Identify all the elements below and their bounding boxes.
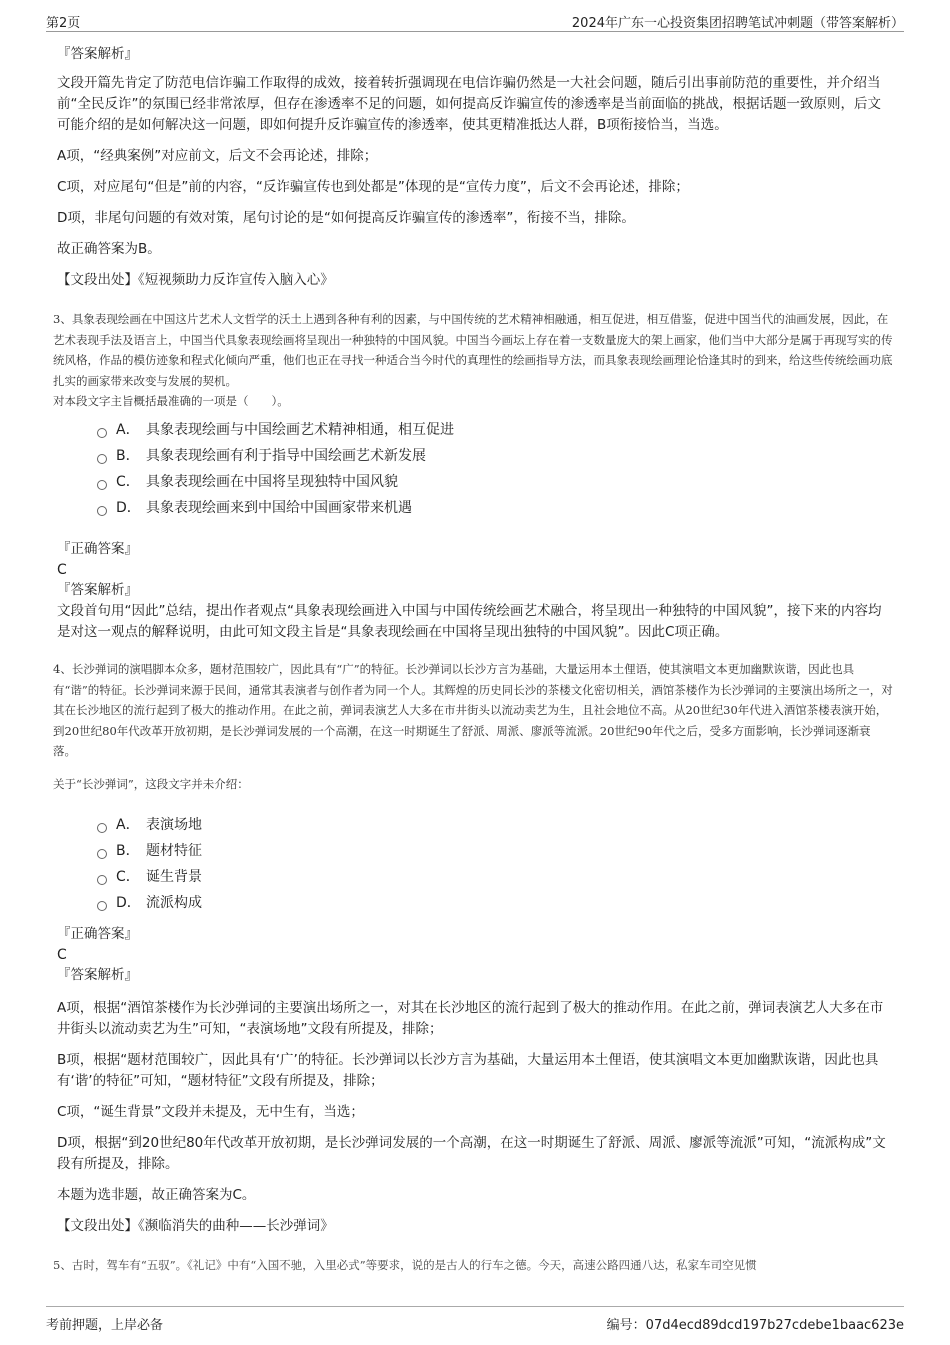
option-text: 具象表现绘画与中国绘画艺术精神相通，相互促进	[146, 422, 454, 438]
q4-option-d[interactable]	[97, 890, 893, 916]
q4-option-d-analysis: D项，根据“到20世纪80年代改革开放初期，是长沙弹词发展的一个高潮，在这一时期诞生了舒派、周派、廖派等流派”可知，“流派构成”文段有所提及，排除。	[57, 1134, 886, 1172]
q2-option-c-analysis: C项，对应尾句“但是”前的内容，“反诈骗宣传也到处都是”体现的是“宣传力度”，后文不会再论述，排除；	[57, 179, 689, 195]
option-text: 具象表现绘画在中国将呈现独特中国风貌	[146, 474, 398, 490]
q3-option-d[interactable]	[97, 495, 893, 521]
option-text: 流派构成	[146, 894, 202, 911]
q4-source: 【文段出处】《濒临消失的曲种——长沙弹词》	[57, 1217, 334, 1234]
option-letter: A．	[116, 422, 140, 438]
q3-passage: 3、具象表现绘画在中国这片艺术人文哲学的沃土上遇到各种有利的因素，与中国传统的艺术精神相融通，相互促进，相互借鉴，促进中国当代的油画发展，因此，在艺术表现手法及语言上，中国当代具象表现绘画将呈现出一种独特的中国风貌。中国当今画坛上存在着一支数量庞大的架上画家，他们当中大部分是属于再现写实的传统风格，作品的模仿迹象和程式化倾向严重，他们也正在寻找一种适合当今时代的真理性的绘画指导方法，而具象表现绘画理论恰逢其时的到来，给这些传统绘画功底扎实的画家带来改变与发展的契机。	[53, 312, 893, 388]
option-letter: D．	[116, 894, 141, 911]
q2-source: 【文段出处】《短视频助力反诈宣传入脑入心》	[57, 272, 334, 288]
q4-option-a-analysis: A项，根据“酒馆茶楼作为长沙弹词的主要演出场所之一，对其在长沙地区的流行起到了极大的推动作用。在此之前，弹词表演艺人大多在市井街头以流动卖艺为生”可知，“表演场地”文段有所提及，排除；	[57, 999, 884, 1037]
q2-option-d-analysis: D项，非尾句问题的有效对策，尾句讨论的是“如何提高反诈骗宣传的渗透率”，衔接不当，排除。	[57, 210, 635, 226]
option-text: 具象表现绘画来到中国给中国画家带来机遇	[146, 500, 412, 516]
q4-option-c[interactable]	[97, 864, 893, 890]
radio-icon[interactable]	[97, 901, 107, 911]
radio-icon[interactable]	[97, 823, 107, 833]
q4-options	[97, 812, 893, 916]
q4-option-b[interactable]	[97, 838, 893, 864]
q4-answer: C	[57, 946, 67, 963]
q3-answer: C	[57, 562, 67, 578]
option-letter: B．	[116, 842, 140, 859]
q3-option-c[interactable]	[97, 469, 893, 495]
radio-icon[interactable]	[97, 506, 107, 516]
radio-icon[interactable]	[97, 428, 107, 438]
option-letter: C．	[116, 868, 140, 885]
q2-option-a-analysis: A项，“经典案例”对应前文，后文不会再论述，排除；	[57, 148, 378, 164]
document-id: 编号：07d4ecd89dcd197b27cdebe1baac623e	[606, 1318, 904, 1333]
q4-answer-label: 『正确答案』	[57, 925, 138, 942]
footer-divider	[46, 1306, 904, 1307]
q3-analysis: 文段首句用“因此”总结，提出作者观点“具象表现绘画进入中国与中国传统绘画艺术融合，将呈现出一种独特的中国风貌”，接下来的内容均是对这一观点的解释说明，由此可知文段主旨是“具象表现绘画在中国将呈现出独特的中国风貌”。因此C项正确。	[57, 603, 882, 640]
q3-options	[97, 417, 893, 521]
option-letter: D．	[116, 500, 141, 516]
radio-icon[interactable]	[97, 454, 107, 464]
q3-stem: 对本段文字主旨概括最准确的一项是（ ）。	[53, 394, 289, 408]
q4-option-b-analysis: B项，根据“题材范围较广，因此具有‘广’的特征。长沙弹词以长沙方言为基础，大量运用本土俚语，使其演唱文本更加幽默诙谐，因此也具有‘谐’的特征”可知，“题材特征”文段有所提及，排除；	[57, 1051, 879, 1089]
page-number: 第2页	[46, 16, 81, 31]
q3-answer-label: 『正确答案』	[57, 541, 138, 557]
header-divider	[46, 31, 904, 32]
q2-analysis: 文段开篇先肯定了防范电信诈骗工作取得的成效，接着转折强调现在电信诈骗仍然是一大社会问题，随后引出事前防范的重要性，并介绍当前“全民反诈”的氛围已经非常浓厚，但存在渗透率不足的问题，如何提高反诈骗宣传的渗透率是当前面临的挑战，根据话题一致原则，后文可能介绍的是如何解决这一问题，即如何提升反诈骗宣传的渗透率，使其更精准抵达人群，B项衔接恰当，当选。	[57, 75, 881, 133]
q5-passage: 5、古时，驾车有“五驭”。《礼记》中有“入国不驰，入里必式”等要求，说的是古人的行车之德。今天，高速公路四通八达，私家车司空见惯	[53, 1257, 757, 1272]
option-text: 题材特征	[146, 842, 202, 859]
q3-option-b[interactable]	[97, 443, 893, 469]
q3-option-a[interactable]	[97, 417, 893, 443]
option-letter: B．	[116, 448, 140, 464]
q4-conclusion: 本题为选非题，故正确答案为C。	[57, 1186, 256, 1203]
option-text: 表演场地	[146, 816, 202, 833]
q4-analysis-label: 『答案解析』	[57, 966, 138, 983]
option-text: 诞生背景	[146, 868, 202, 885]
footer-slogan: 考前押题，上岸必备	[46, 1318, 164, 1333]
option-letter: C．	[116, 474, 140, 490]
q4-passage: 4、长沙弹词的演唱脚本众多，题材范围较广，因此具有“广”的特征。长沙弹词以长沙方言为基础，大量运用本土俚语，使其演唱文本更加幽默诙谐，因此也具有“谐”的特征。长沙弹词来源于民间，通常其表演者与创作者为同一个人。其辉煌的历史同长沙的茶楼文化密切相关，酒馆茶楼作为长沙弹词的主要演出场所之一，对其在长沙地区的流行起到了极大的推动作用。在此之前，弹词表演艺人大多在市井街头以流动卖艺为生，且社会地位不高。从20世纪30年代进入酒馆茶楼表演开始，到20世纪80年代改革开放初期，是长沙弹词发展的一个高潮，在这一时期诞生了舒派、周派、廖派等流派。20世纪90年代之后，受多方面影响，长沙弹词逐渐衰落。	[53, 662, 893, 758]
q4-option-a[interactable]	[97, 812, 893, 838]
radio-icon[interactable]	[97, 480, 107, 490]
q2-conclusion: 故正确答案为B。	[57, 241, 161, 257]
option-letter: A．	[116, 816, 140, 833]
q4-stem: 关于“长沙弹词”，这段文字并未介绍：	[53, 776, 249, 791]
radio-icon[interactable]	[97, 849, 107, 859]
q4-option-c-analysis: C项，“诞生背景”文段并未提及，无中生有，当选；	[57, 1103, 364, 1120]
option-text: 具象表现绘画有利于指导中国绘画艺术新发展	[146, 448, 426, 464]
q3-analysis-label: 『答案解析』	[57, 582, 138, 598]
q2-analysis-label: 『答案解析』	[57, 46, 138, 62]
radio-icon[interactable]	[97, 875, 107, 885]
document-title: 2024年广东一心投资集团招聘笔试冲刺题（带答案解析）	[571, 16, 904, 31]
page-content	[53, 44, 893, 1298]
